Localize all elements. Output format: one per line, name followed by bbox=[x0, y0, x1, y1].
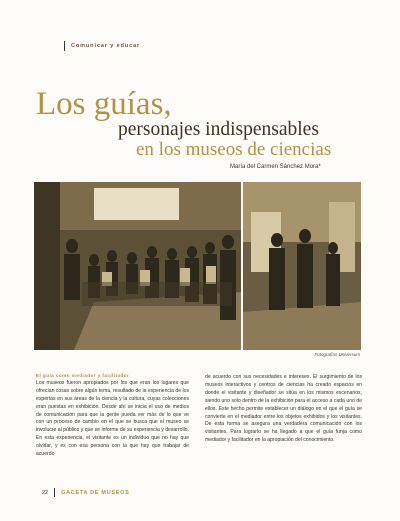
publication-name: GACETA DE MUSEOS bbox=[61, 489, 130, 496]
photo-museum-visitors bbox=[243, 182, 361, 350]
page-footer bbox=[42, 488, 129, 497]
header-divider bbox=[64, 41, 65, 51]
body-text-left: Los museos fueron apropiados por los que eran los lugares que ofrecían cosas sobre algún tema, resultado de la experiencia de los expertas en sus áreas de la ciencia y la cultura, cuyas colecciones eran puestas en exhibición. Desde ahí se inicia el uso de medios de comunicación para que la gente pueda ver más de lo que ve con un proceso de cambio en el que se busca que el museo se involucre al público y que se informe de su experiencia y desarrollo. En esta experiencia, el visitante es un individuo que no hay que olvidar, y es con esa persona con la que hay que trabajar de acuerdo bbox=[36, 379, 189, 458]
body-column-left bbox=[36, 372, 189, 459]
footer-divider bbox=[54, 488, 55, 497]
section-label: Comunicar y educar bbox=[71, 43, 141, 49]
author-byline: María del Carmen Sánchez Mora* bbox=[230, 164, 321, 170]
section-header bbox=[64, 40, 140, 52]
photo-children-group bbox=[34, 182, 241, 350]
title-line-3: en los museos de ciencias bbox=[136, 139, 332, 160]
body-column-right bbox=[205, 374, 362, 445]
title-line-1: Los guías, bbox=[36, 86, 172, 122]
body-text-right: de acuerdo con sus necesidades e intereses. El surgimiento de los museos interactivos y centros de ciencias ha creado espacios en donde el visitante y diseñador se sitúa en los mismos escenarios, siendo uno solo dentro de la exhibición para el acceso a cada uno de ellos. Este hecho permite establecer un diálogo en el que el guía se convierte en el mediador entre los objetos exhibidos y los visitantes. De esta forma se asegura una verdadera comunicación con los visitantes. Para lograrlo se ha llegado a que el guía funja como mediador y facilitador en la apropiación del conocimiento. bbox=[205, 374, 362, 444]
title-line-2: personajes indispensables bbox=[118, 119, 319, 140]
photo-credit: Fotografías Universum bbox=[314, 352, 360, 357]
page-number: 22 bbox=[42, 489, 49, 496]
subhead: El guía como mediador y facilitador bbox=[36, 373, 130, 378]
